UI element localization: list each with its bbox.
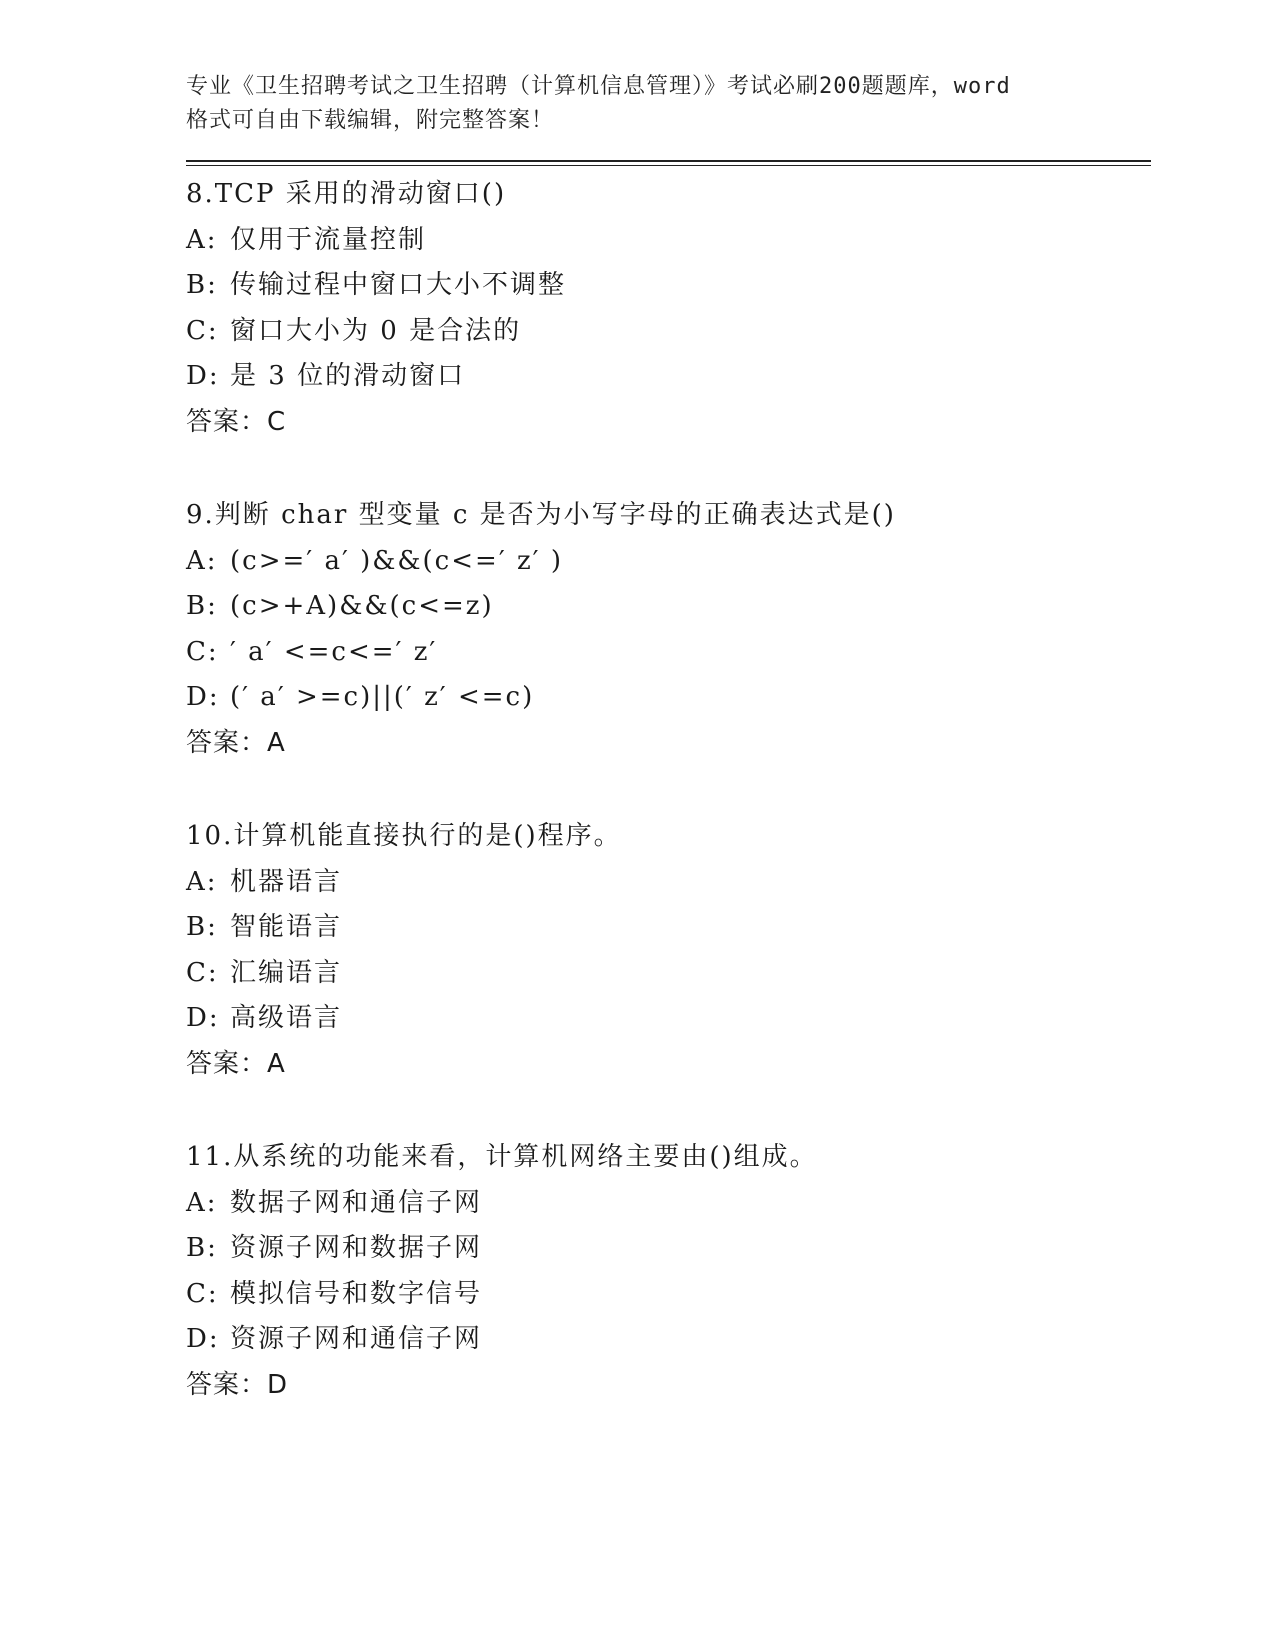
- option-b: [186, 584, 1151, 630]
- option-c: [186, 1272, 1151, 1318]
- option-text: 机器语言: [230, 866, 343, 897]
- option-letter: A:: [186, 545, 218, 576]
- option-letter: B:: [186, 912, 218, 942]
- option-letter: A:: [186, 866, 218, 897]
- option-b: [186, 1226, 1151, 1272]
- option-text: 汇编语言: [230, 957, 343, 988]
- option-text: 高级语言: [230, 1003, 343, 1033]
- option-text: (c>=′ a′ )&&(c<=′ z′ ): [230, 545, 563, 576]
- option-d: [186, 675, 1151, 721]
- answer-line: 答案：A: [186, 727, 286, 758]
- option-d: [186, 354, 1151, 400]
- option-letter: C:: [186, 636, 219, 667]
- question-stem: 11.从系统的功能来看，计算机网络主要由()组成。: [186, 1142, 818, 1172]
- option-a: [186, 218, 1151, 264]
- option-letter: D:: [186, 1003, 220, 1033]
- option-c: [186, 309, 1151, 355]
- option-letter: D:: [186, 1324, 220, 1354]
- option-letter: A:: [186, 1187, 218, 1218]
- option-b: [186, 905, 1151, 951]
- question-10: [186, 814, 1151, 1087]
- document-page: [186, 70, 1151, 1408]
- option-text: 模拟信号和数字信号: [230, 1278, 483, 1309]
- option-letter: D:: [186, 361, 220, 391]
- question-list: [186, 172, 1151, 1408]
- option-a: [186, 1181, 1151, 1227]
- question-stem: 8.TCP 采用的滑动窗口(): [186, 179, 507, 209]
- question-8: [186, 172, 1151, 445]
- header-line-1: 专业《卫生招聘考试之卫生招聘（计算机信息管理）》考试必刷200题题库，word: [186, 74, 1011, 99]
- option-b: [186, 263, 1151, 309]
- option-letter: B:: [186, 1233, 218, 1263]
- option-a: [186, 539, 1151, 585]
- document-header: [186, 70, 1151, 138]
- option-text: 智能语言: [230, 912, 343, 942]
- option-d: [186, 996, 1151, 1042]
- option-letter: A:: [186, 224, 218, 255]
- option-letter: D:: [186, 682, 220, 712]
- option-text: 资源子网和数据子网: [230, 1233, 483, 1263]
- answer-line: 答案：D: [186, 1369, 289, 1400]
- option-text: (′ a′ >=c)||(′ z′ <=c): [230, 682, 535, 712]
- option-letter: B:: [186, 591, 218, 621]
- option-letter: C:: [186, 1278, 219, 1309]
- answer-line: 答案：C: [186, 406, 287, 437]
- header-divider: [186, 160, 1151, 166]
- option-c: [186, 951, 1151, 997]
- option-text: 传输过程中窗口大小不调整: [230, 270, 567, 300]
- question-stem: 9.判断 char 型变量 c 是否为小写字母的正确表达式是(): [186, 500, 896, 530]
- option-text: ′ a′ <=c<=′ z′: [230, 636, 438, 667]
- answer-line: 答案：A: [186, 1048, 286, 1079]
- option-text: 窗口大小为 0 是合法的: [230, 315, 522, 346]
- option-text: 数据子网和通信子网: [230, 1187, 483, 1218]
- option-c: [186, 630, 1151, 676]
- question-9: [186, 493, 1151, 766]
- option-text: 资源子网和通信子网: [230, 1324, 483, 1354]
- option-a: [186, 860, 1151, 906]
- question-stem: 10.计算机能直接执行的是()程序。: [186, 821, 622, 851]
- option-letter: C:: [186, 957, 219, 988]
- option-letter: B:: [186, 270, 218, 300]
- option-text: 仅用于流量控制: [230, 224, 427, 255]
- option-d: [186, 1317, 1151, 1363]
- option-letter: C:: [186, 315, 219, 346]
- option-text: 是 3 位的滑动窗口: [230, 361, 466, 391]
- question-11: [186, 1135, 1151, 1408]
- header-line-2: 格式可自由下载编辑，附完整答案！: [186, 108, 555, 133]
- option-text: (c>+A)&&(c<=z): [230, 591, 494, 621]
